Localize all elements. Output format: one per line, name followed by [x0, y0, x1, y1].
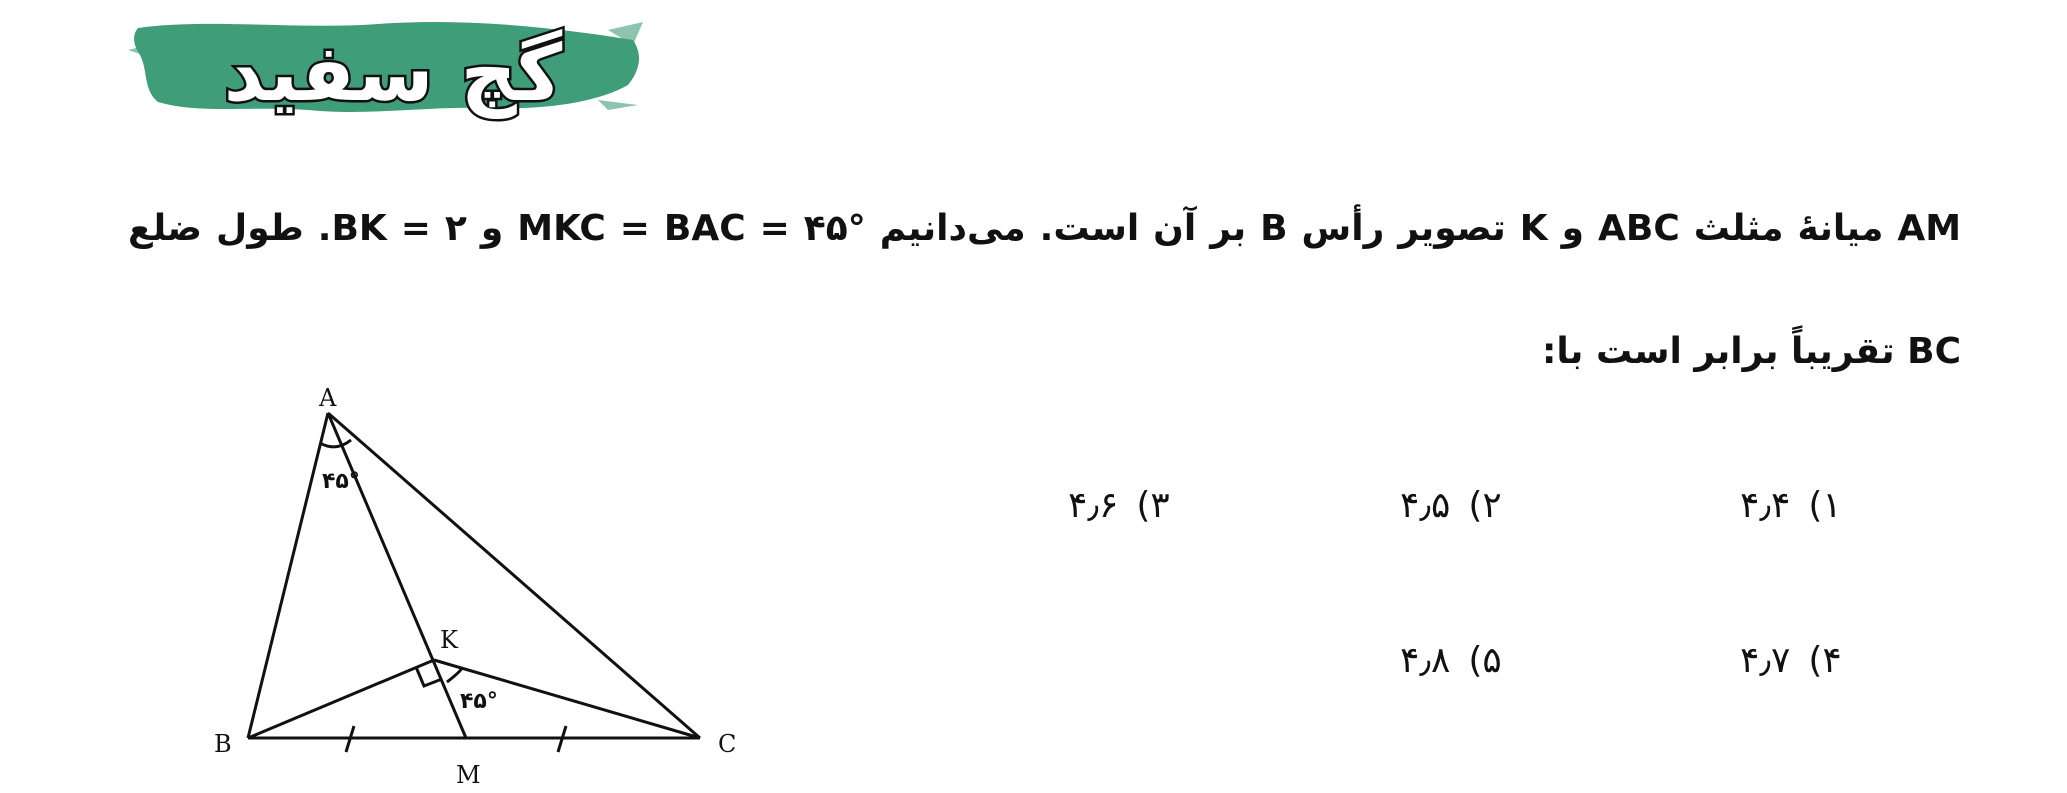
choice-2[interactable] [1400, 485, 1502, 526]
choice-4-value: ۴٫۷ [1740, 640, 1791, 681]
choice-5-number: ۵) [1468, 640, 1502, 681]
angle-arc-a [320, 440, 351, 447]
triangle-figure [200, 380, 760, 789]
label-k: K [440, 626, 458, 654]
angle-arc-k [447, 668, 462, 682]
choice-2-value: ۴٫۵ [1400, 485, 1451, 526]
median-am [328, 413, 466, 738]
choice-3-number: ۳) [1136, 485, 1170, 526]
segment-bk [248, 660, 434, 738]
choice-3-value: ۴٫۶ [1068, 485, 1119, 526]
choice-5[interactable] [1400, 640, 1502, 681]
angle-label-k: ۴۵° [460, 689, 498, 714]
choice-1-number: ۱) [1808, 485, 1842, 526]
choice-1[interactable] [1740, 485, 1842, 526]
choice-5-value: ۴٫۸ [1400, 640, 1451, 681]
question-line-2: BC تقریباً برابر است با: [1542, 331, 1961, 372]
choice-4[interactable] [1740, 640, 1842, 681]
label-m: M [456, 761, 481, 789]
choice-4-number: ۴) [1808, 640, 1842, 681]
label-b: B [214, 730, 232, 758]
brand-logo [128, 10, 648, 145]
triangle-diagram [200, 380, 760, 789]
choice-1-value: ۴٫۴ [1740, 485, 1791, 526]
side-ab [248, 413, 328, 738]
question-line-1: AM میانهٔ مثلث ABC و K تصویر رأس B بر آن است. می‌دانیم MKC = BAC = ۴۵° و BK = ۲. طول ضلع [128, 208, 1962, 249]
label-a: A [319, 384, 337, 412]
choice-3[interactable] [1068, 485, 1170, 526]
choice-2-number: ۲) [1468, 485, 1502, 526]
label-c: C [718, 730, 737, 758]
logo-graphic [128, 10, 648, 145]
logo-text: گچ سفید [223, 29, 563, 119]
side-ac [328, 413, 700, 738]
angle-label-a: ۴۵° [322, 469, 360, 494]
